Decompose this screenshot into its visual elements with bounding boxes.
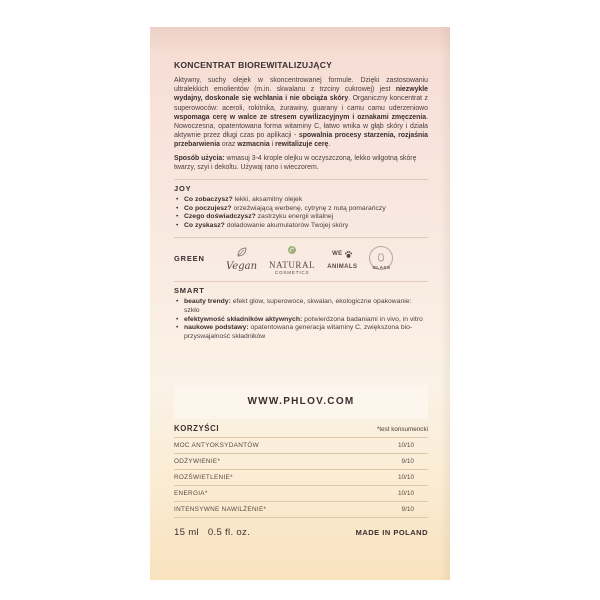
usage-label: Sposób użycia: [174, 154, 225, 162]
benefit-score: 10/10 [398, 474, 414, 481]
vegan-label: Vegan [226, 260, 258, 272]
benefit-score: 9/10 [401, 458, 414, 465]
we-love-animals-badge [327, 242, 357, 274]
benefit-label: ROZŚWIETLENIE* [174, 474, 233, 481]
website-url: WWW.PHLOV.COM [247, 396, 355, 407]
animals-label: ANIMALS [327, 263, 358, 270]
benefit-score: 9/10 [401, 506, 414, 513]
green-heading: GREEN [174, 253, 205, 263]
vegan-badge [226, 242, 257, 274]
label-content [174, 60, 428, 341]
description-text: i [269, 141, 276, 149]
benefit-score: 10/10 [398, 490, 414, 497]
smart-item-label: naukowe podstawy: [184, 324, 249, 332]
joy-item-label: Co zobaczysz? [184, 196, 233, 204]
joy-item-label: Co zyskasz? [184, 221, 225, 229]
description-emphasis: spowalnia procesy starzenia, rozjaśnia przebarwienia [174, 132, 428, 149]
joy-item [174, 213, 428, 222]
benefits-heading: KORZYŚCI [174, 424, 220, 433]
description-emphasis: rewitalizuje cerę [275, 141, 329, 149]
product-description [174, 76, 428, 150]
volume: 15 ml 0.5 fl. oz. [174, 527, 251, 538]
smart-item [174, 324, 428, 341]
footer [174, 527, 428, 538]
glass-badge [369, 242, 393, 274]
eco-badges [226, 242, 393, 274]
benefit-label: ODŻYWIENIE* [174, 458, 221, 465]
benefits-header [174, 424, 428, 433]
description-text: . [328, 141, 331, 149]
natural-leaf-icon [287, 242, 297, 260]
smart-item-label: efektywność składników aktywnych: [184, 315, 303, 323]
smart-item-text: opatentowana generacja witaminy C, zwiększona bio-przyswajalność składników [184, 324, 413, 340]
benefit-row [174, 502, 428, 518]
consumer-test-note: *test konsumencki [376, 426, 428, 433]
benefit-row [174, 486, 428, 502]
description-text: . Organiczny koncentrat z superowoców: aceroli, rokitnika, żurawiny, guarany i camu camu uderzeniowo [174, 95, 428, 112]
description-emphasis: wspomaga cerę w walce ze stresem cywilizacyjnym i oznakami zmęczenia [174, 113, 427, 121]
cosmetics-label: COSMETICS [274, 269, 310, 275]
joy-heading: JOY [174, 184, 192, 194]
benefits-table [174, 424, 428, 518]
smart-item [174, 298, 428, 315]
joy-item [174, 196, 428, 205]
benefit-label: ENERGIA* [174, 490, 208, 497]
description-emphasis: wzmacnia [237, 141, 270, 149]
box-lid [150, 27, 450, 49]
description-text: . Nowoczesna, opatentowana forma witaminy C, łatwo wnika w głąb skóry i działa aktywnie przez długi czas po aplikacji - [174, 113, 428, 140]
divider [174, 179, 428, 180]
benefit-row [174, 438, 428, 454]
usage-text: wmasuj 3-4 krople olejku w oczyszczoną, lekko wilgotną skórę twarzy, szyi i dekoltu. Używaj rano i wieczorem. [174, 154, 417, 171]
product-title: KONCENTRAT BIOREWITALIZUJĄCY [174, 60, 333, 70]
description-text: oraz [219, 141, 238, 149]
benefit-label: INTENSYWNE NAWILŻENIE* [174, 506, 267, 513]
usage-instructions [174, 154, 428, 172]
joy-item [174, 205, 428, 214]
natural-label: NATURAL [269, 259, 316, 270]
joy-item-text: orzeźwiającą werbenę, cytrynę z nutą pomarańczy [231, 204, 386, 212]
joy-item-label: Co poczujesz? [184, 204, 232, 212]
divider [174, 281, 428, 282]
benefit-row [174, 470, 428, 486]
box-edge-shadow [440, 27, 450, 580]
divider [174, 237, 428, 238]
we-label: WE [332, 251, 343, 258]
description-text: Aktywny, suchy olejek w skoncentrowanej formule. Dzięki zastosowaniu ultralekkich emolientów (m.in. skwalanu z trzciny cukrowej) jest [174, 77, 428, 94]
paw-icon [344, 246, 353, 264]
smart-item-label: beauty trendy: [184, 298, 231, 306]
natural-cosmetics-badge [269, 242, 315, 274]
glass-label: GLASS [372, 264, 391, 270]
benefit-row [174, 454, 428, 470]
smart-item [174, 316, 428, 325]
joy-item-label: Czego doświadczysz? [184, 213, 256, 221]
benefit-label: MOC ANTYOKSYDANTÓW [174, 442, 259, 449]
joy-item-text: lekki, aksamitny olejek [232, 196, 303, 204]
green-section [174, 242, 428, 274]
joy-item-text: doładowanie akumulatorów Twojej skóry [224, 221, 349, 229]
smart-heading: SMART [174, 286, 205, 296]
description-emphasis: niezwykle wydajny, doskonale się wchłania i nie obciąża skóry [174, 86, 428, 103]
smart-item-text: potwierdzona badaniami in vivo, in vitro [302, 315, 423, 323]
benefit-score: 10/10 [398, 442, 414, 449]
joy-item [174, 222, 428, 231]
smart-item-text: efekt glow, superowoce, skwalan, ekologiczne opakowanie: szkło [184, 298, 412, 314]
joy-item-text: zastrzyku energii witalnej [255, 213, 334, 221]
made-in: MADE IN POLAND [355, 528, 428, 537]
